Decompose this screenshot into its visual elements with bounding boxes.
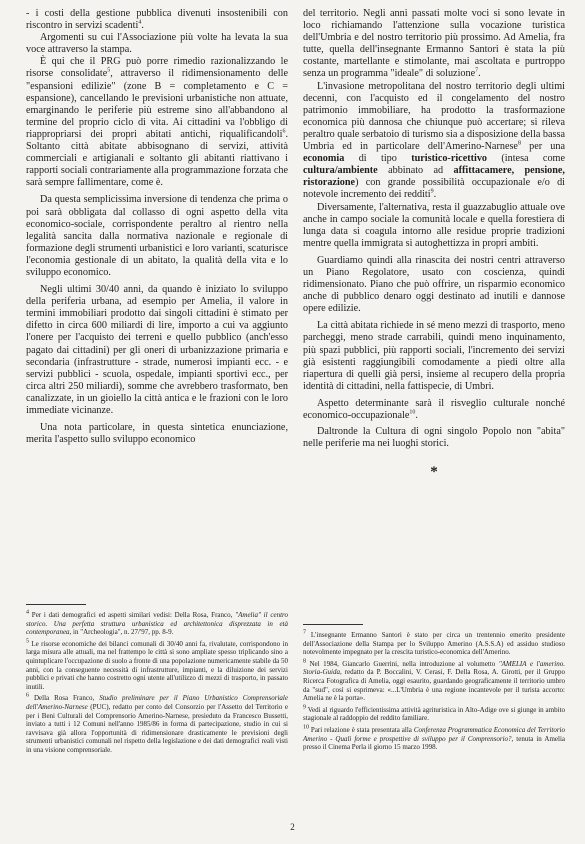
footnote [303, 726, 565, 752]
paragraph: Guardiamo quindi alla rinascita dei nostri centri attraverso un Piano Regolatore, usato con coscienza, quindi ridimensionato. Piano che può offrire, un risparmio economico anche di pubblico denaro oggi destinato ad inutili e dannose opere edilizie. [303, 254, 565, 315]
paragraph: Daltronde la Cultura di ogni singolo Popolo non "abita" nelle periferie ma nei luoghi storici. [303, 426, 565, 450]
footnote-ref[interactable]: 10 [409, 409, 416, 416]
footnote-ref[interactable]: 5 [107, 68, 111, 75]
paragraph: Una nota particolare, in questa sintetica enunciazione, merita l'aspetto sullo sviluppo economico [26, 422, 288, 446]
footnotes-right [303, 612, 565, 755]
footnote-number: 4 [26, 609, 29, 616]
footnote-title: "Amelia" il centro storico. Una perfetta struttura urbanistica ed architettonica disprezzata in età contemporanea [26, 611, 288, 637]
bold-term: affittacamere, pensione, ristorazione [303, 165, 565, 189]
page-number: 2 [290, 822, 295, 832]
footnote-list [26, 611, 288, 755]
footnote-text: , in "Archeologia", n. 27/'97, pp. 8-9. [69, 628, 174, 637]
footnote [26, 640, 288, 692]
section-divider-asterisk: * [430, 464, 438, 481]
footnote-ref[interactable]: 6 [282, 128, 286, 135]
paragraph: Aspetto determinante sarà il risveglio culturale nonché economico-occupazionale$^{10}$. [303, 397, 565, 421]
bold-term: turistico-ricettivo [411, 153, 488, 165]
footnote-text: (PUC), redatto per conto del Consorzio per l'Assetto del Territorio e per i Beni Culturali del Comprensorio Amerino-Narnese, presieduto da Francesco Bussetti, inviato a tutti i 12 Comuni nell'anno 1985/86 in forma di partecipazione, studio in cui si ravvisava già allora l'opportunità di ridimensionare drasticamente le previsioni degli strumenti urbanistici comunali nel rispetto della legislazione e dei dati demografici reali visti in una visione comprensoriale. [26, 702, 288, 754]
footnote-number: 6 [26, 693, 29, 700]
footnote [303, 706, 565, 723]
footnote-number: 8 [303, 658, 306, 665]
footnote [303, 631, 565, 657]
footnote [26, 611, 288, 637]
right-column [303, 8, 565, 481]
left-column [26, 8, 288, 446]
footnote-text: , tenuta in Amelia presso il Cinema Perla il giorno 15 marzo 1998. [303, 734, 566, 752]
footnote [26, 694, 288, 754]
paragraph: È qui che il PRG può porre rimedio razionalizzando le risorse consolidate$^5$, attraverso il ridimensionamento delle "espansioni edilizie" (zone B = completamento e C = espansione), cancellando le previsioni urbanistiche non attuate, emarginando le periferie più estreme sino all'abbandono al termine del proprio ciclo di vita. Ai cittadini va l'obbligo di riappropriarsi dei propri abitati antichi, riqualificandoli$^6$. Soltanto città abitate abbisognano di servizi, attività commerciali e artigianali e soltanto gli abitanti riattivano i rapporti sociali contrariamente alla programmazione forzata che sarà sempre fallimentare, come è. [26, 56, 288, 189]
footnote-ref[interactable]: 8 [517, 140, 521, 147]
footnote-title: Conferenza Programmatica Economica del Territorio Amerino - Quali forme e prospettive di sviluppo per il Comprensorio? [303, 725, 565, 743]
footnote-number: 9 [303, 704, 306, 711]
paragraph: L'invasione metropolitana del nostro territorio degli ultimi decenni, con l'acquisto ed il congelamento del nostro patrimonio immobiliare, ha prodotto la trasformazione economica più dannosa che chiunque può accertare; si rileva peraltro quale serbatoio di turismo sia a disposizione della bassa Umbria ed in particolare dell'Amerino-Narnese$^8$ per una economia di tipo turistico-ricettivo (intesa come cultura/ambiente abbinato ad affittacamere, pensione, ristorazione) con grande possibilità occupazionale e/o di notevole incremento dei redditi$^9$. [303, 80, 565, 201]
footnote-text: Pari relazione è stata presentata alla [309, 725, 414, 734]
footnote-text: Nel 1984, Giancarlo Guerrini, nella introduzione al volumetto [306, 659, 499, 668]
footnote-rule [303, 624, 363, 625]
bold-term: economia [303, 153, 345, 165]
paragraph: - i costi della gestione pubblica divenuti insostenibili con riscontro in servizi scadenti$^4$. [26, 8, 288, 32]
footnote-text: L'insegnante Ermanno Santori è stato per circa un trentennio emerito presidente dell'Associazione della Stampa per lo Sviluppo Amerino (A.S.S.A) ed assiduo studioso notevolmente impegnato per la crescita turistico-economica dell'Amerino. [303, 631, 565, 657]
footnote-ref[interactable]: 4 [138, 19, 142, 26]
footnote-text: Per i dati demografici ed aspetti similari vedisi: Della Rosa, Franco, [29, 611, 236, 619]
footnote-text: Vedi al riguardo l'efficientissima attività agrituristica in Alto-Adige ove si giunge in ambito stagionale al raddoppio del reddito familiare. [303, 705, 565, 723]
paragraph: Diversamente, l'alternativa, resta il guazzabuglio attuale ove anche in campo sociale la comunità locale e quella forestiera di lunga data si coagula intorno alle residue proprie tradizioni mentre quella immigrata si autoghettizza in propri ambiti. [303, 201, 565, 249]
footnote-number: 10 [303, 724, 309, 731]
footnotes-left [26, 592, 288, 758]
footnote-rule [26, 604, 86, 605]
paragraph: Da questa semplicissima inversione di tendenza che prima o poi sarà obbligata dal collasso di ogni aspetto della vita economico-sociale, corrispondente peraltro al rientro nella legalità sancita dalla normativa nazionale e regionale di formazione degli strumenti urbanistici e loro varianti, scaturisce l'economia gestionale di un abitato, la qualità della vita e lo sviluppo economico. [26, 194, 288, 278]
footnote-list [303, 631, 565, 752]
footnote-text: , redatto da P. Boccalini, V. Cerasi, F. Della Rosa, A. Girotti, per il Gruppo Ricerca Fotografica di Amelia, oggi esaurito, guardando geograficamente il territorio umbro da "sud", così si esprimeva: «...L'Umbria è una regione incantevole per il turista accorto: Amelia ne è la porta». [303, 668, 565, 703]
footnote-text: Della Rosa Franco, [29, 694, 100, 703]
bold-term: cultura/ambiente [303, 165, 378, 177]
paragraph: La città abitata richiede in sé meno mezzi di trasporto, meno parcheggi, meno strade carrabili, quindi meno inquinamento, più spazi pubblici, più rapporti sociali, l'incremento dei servizi già esistenti raggiungibili comodamente a piedi oltre alla riapertura di quelli già persi, insieme al recupero della propria identità di cittadini, nella fattispecie, di Umbri. [303, 320, 565, 392]
footnote-title: Studio preliminare per il Piano Urbanistico Comprensoriale dell'Amerino-Narnese [26, 694, 288, 711]
footnote-number: 7 [303, 629, 306, 636]
footnote-title: "AMELIA e l'amerino. Storia-Guida [303, 659, 565, 677]
footnote-number: 5 [26, 638, 29, 645]
footnote-ref[interactable]: 9 [430, 189, 434, 196]
footnote [303, 660, 565, 703]
footnote-ref[interactable]: 7 [475, 68, 479, 75]
paragraph: Negli ultimi 30/40 anni, da quando è iniziato lo sviluppo della periferia urbana, ad esempio per Amelia, il valore in termini immobiliari prodotto dai singoli cittadini è stimato per difetto in circa 600 miliardi di lire, importo a cui va aggiunto l'onere per l'acquisto dei terreni e quello pubblico (anch'esso pagato dai cittadini) per gli oneri di urbanizzazione primaria e secondaria (infrastrutture - strade, numerosi impianti ecc. - e servizi pubblici - scuola, ospedale, impianti sportivi ecc., per circa altri 250 miliardi), somme che avrebbero trasformato, ben canalizzate, in un gioiello la città antica e le frazioni con le loro immediate vicinanze. [26, 284, 288, 416]
paragraph: del territorio. Negli anni passati molte voci si sono levate in loco richiamando l'attenzione sulla vocazione turistica dell'Umbria e del nostro territorio più prossimo. Ad Amelia, fra tutte, quella dell'insegnante Ermanno Santori è stata la più costante, martellante e stimolante, mai ascoltata e purtroppo senza un programma "ideale" di soluzione$^7$. [303, 8, 565, 80]
paragraph: Argomenti su cui l'Associazione più volte ha levata la sua voce attraverso la stampa. [26, 32, 288, 56]
footnote-text: Le risorse economiche dei bilanci comunali di 30/40 anni fa, rivalutate, corrispondono in larga misura alle attuali, ma nel frattempo le città si sono ampliate spesso triplicando sino a quintuplicare l'occupazione di suolo a fronte di una popolazione numericamente stabile da 50 anni, con la conseguente necessità di infrastrutture, impianti, e la diluizione dei servizi pubblici e privati che hanno costretto ogni utente all'utilizzo di mezzi di trasporto, in passato inutili. [26, 639, 288, 691]
